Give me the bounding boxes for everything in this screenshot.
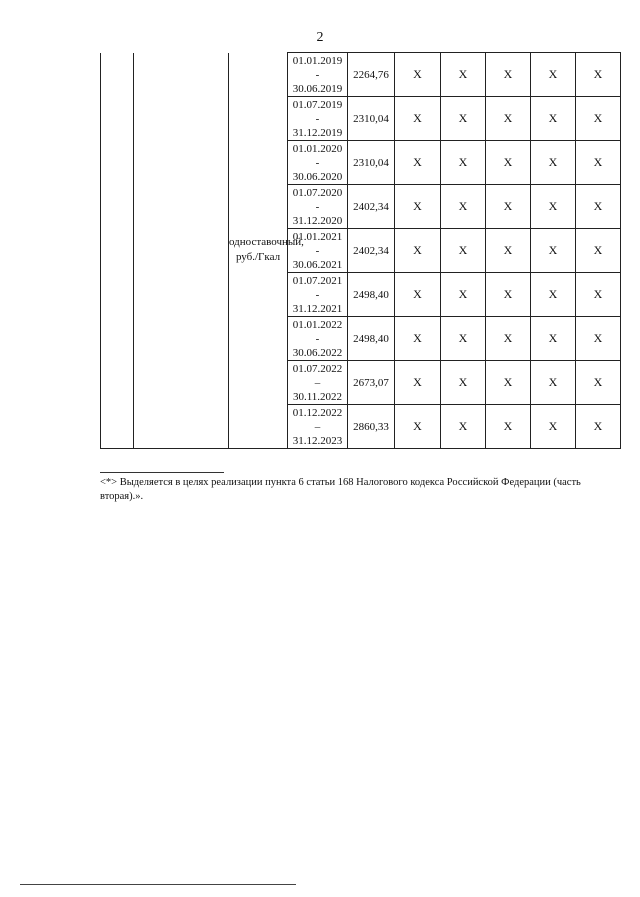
- period-cell: [288, 273, 348, 317]
- period-to: 31.12.2023: [292, 434, 343, 447]
- period-cell: [288, 405, 348, 449]
- x-mark-cell: X: [395, 405, 441, 449]
- x-mark-cell: X: [531, 185, 576, 229]
- x-mark-cell: X: [531, 53, 576, 97]
- tariff-value: 2402,34: [348, 185, 395, 229]
- period-cell: [288, 97, 348, 141]
- x-mark-cell: X: [531, 317, 576, 361]
- period-cell: [288, 141, 348, 185]
- x-mark-cell: X: [576, 273, 621, 317]
- x-mark-cell: X: [441, 97, 486, 141]
- x-mark-cell: X: [395, 141, 441, 185]
- x-mark-cell: X: [486, 361, 531, 405]
- x-mark-cell: X: [486, 141, 531, 185]
- period-to: 30.11.2022: [292, 390, 343, 403]
- period-cell: [288, 229, 348, 273]
- x-mark-cell: X: [486, 229, 531, 273]
- period-sep: -: [315, 68, 320, 81]
- period-from: 01.07.2020: [292, 186, 343, 199]
- tariff-value: 2673,07: [348, 361, 395, 405]
- x-mark-cell: X: [576, 361, 621, 405]
- period-sep: -: [315, 288, 320, 301]
- tariff-value: 2402,34: [348, 229, 395, 273]
- period-cell: [288, 53, 348, 97]
- period-sep: -: [315, 332, 320, 345]
- x-mark-cell: X: [576, 405, 621, 449]
- x-mark-cell: X: [531, 229, 576, 273]
- x-mark-cell: X: [531, 97, 576, 141]
- period-from: 01.07.2019: [292, 98, 343, 111]
- empty-cell-name: [134, 53, 229, 449]
- x-mark-cell: X: [395, 97, 441, 141]
- x-mark-cell: X: [395, 317, 441, 361]
- tariff-value: 2860,33: [348, 405, 395, 449]
- x-mark-cell: X: [395, 53, 441, 97]
- x-mark-cell: X: [441, 53, 486, 97]
- x-mark-cell: X: [441, 361, 486, 405]
- x-mark-cell: X: [395, 185, 441, 229]
- tariff-value: 2310,04: [348, 141, 395, 185]
- bottom-line: [20, 884, 296, 885]
- x-mark-cell: X: [395, 229, 441, 273]
- tariff-value: 2498,40: [348, 273, 395, 317]
- period-sep: -: [315, 112, 320, 125]
- page-number: 2: [316, 30, 324, 45]
- period-to: 31.12.2021: [292, 302, 343, 315]
- x-mark-cell: X: [441, 317, 486, 361]
- period-to: 30.06.2020: [292, 170, 343, 183]
- unit-cell: одноставочный, руб./Гкал: [229, 53, 288, 449]
- x-mark-cell: X: [531, 361, 576, 405]
- footnote-separator: [100, 472, 224, 473]
- period-sep: -: [315, 200, 320, 213]
- x-mark-cell: X: [576, 317, 621, 361]
- period-sep: -: [315, 244, 320, 257]
- x-mark-cell: X: [531, 141, 576, 185]
- period-from: 01.01.2022: [292, 318, 343, 331]
- period-to: 31.12.2019: [292, 126, 343, 139]
- period-from: 01.01.2020: [292, 142, 343, 155]
- x-mark-cell: X: [441, 141, 486, 185]
- x-mark-cell: X: [576, 185, 621, 229]
- x-mark-cell: X: [486, 273, 531, 317]
- period-sep: –: [314, 376, 321, 389]
- period-to: 31.12.2020: [292, 214, 343, 227]
- footnote: <*> Выделяется в целях реализации пункта 6 статьи 168 Налогового кодекса Российской Федерации (часть вторая).».: [100, 477, 581, 502]
- tariff-table-body: [101, 53, 621, 449]
- x-mark-cell: X: [531, 273, 576, 317]
- x-mark-cell: X: [576, 53, 621, 97]
- period-sep: –: [314, 420, 321, 433]
- empty-cell-number: [101, 53, 134, 449]
- period-to: 30.06.2021: [292, 258, 343, 271]
- table-row: [101, 53, 621, 97]
- period-from: 01.12.2022: [292, 406, 343, 419]
- x-mark-cell: X: [486, 97, 531, 141]
- tariff-value: 2310,04: [348, 97, 395, 141]
- tariff-value: 2498,40: [348, 317, 395, 361]
- x-mark-cell: X: [486, 185, 531, 229]
- x-mark-cell: X: [441, 229, 486, 273]
- x-mark-cell: X: [441, 273, 486, 317]
- tariff-value: 2264,76: [348, 53, 395, 97]
- x-mark-cell: X: [395, 273, 441, 317]
- x-mark-cell: X: [486, 317, 531, 361]
- x-mark-cell: X: [486, 53, 531, 97]
- period-sep: -: [315, 156, 320, 169]
- period-cell: [288, 361, 348, 405]
- tariff-table: [100, 52, 621, 449]
- period-to: 30.06.2022: [292, 346, 343, 359]
- x-mark-cell: X: [531, 405, 576, 449]
- period-cell: [288, 185, 348, 229]
- x-mark-cell: X: [441, 405, 486, 449]
- period-from: 01.01.2021: [292, 230, 343, 243]
- x-mark-cell: X: [576, 97, 621, 141]
- x-mark-cell: X: [576, 229, 621, 273]
- period-from: 01.01.2019: [292, 54, 343, 67]
- period-from: 01.07.2022: [292, 362, 343, 375]
- period-cell: [288, 317, 348, 361]
- x-mark-cell: X: [576, 141, 621, 185]
- period-to: 30.06.2019: [292, 82, 343, 95]
- x-mark-cell: X: [441, 185, 486, 229]
- x-mark-cell: X: [395, 361, 441, 405]
- x-mark-cell: X: [486, 405, 531, 449]
- period-from: 01.07.2021: [292, 274, 343, 287]
